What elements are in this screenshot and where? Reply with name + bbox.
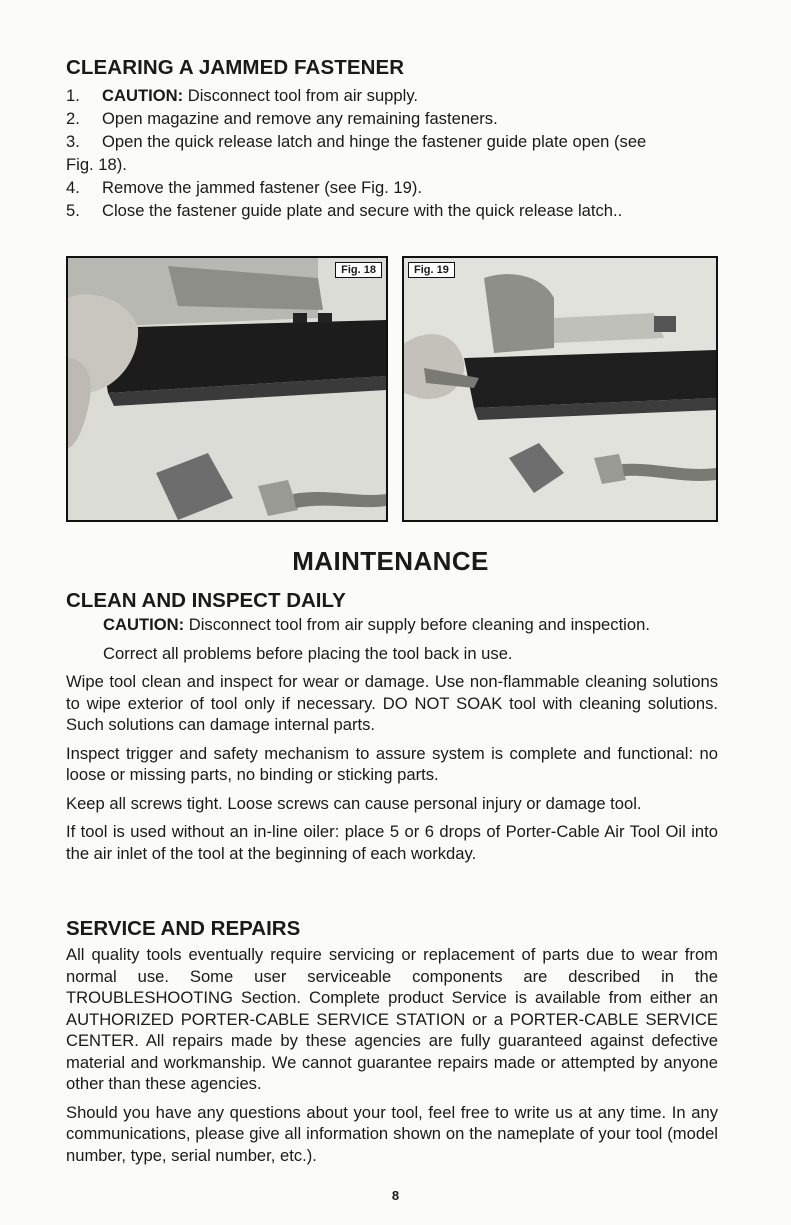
fig18-label: Fig. 18	[335, 262, 382, 278]
caution-label: CAUTION:	[103, 615, 185, 634]
service-heading: SERVICE AND REPAIRS	[66, 917, 301, 940]
clearing-steps	[66, 84, 726, 222]
step-text-continued: Fig. 18).	[66, 155, 127, 174]
step-number: 3.	[66, 132, 80, 151]
fig18-photo	[68, 258, 386, 520]
figure-19	[402, 256, 718, 522]
service-paragraph: Should you have any questions about your tool, feel free to write us at any time. In any communications, please give all information shown on the nameplate of your tool (model number, type, serial number, etc.).	[66, 1102, 718, 1165]
fig19-label: Fig. 19	[408, 262, 455, 278]
step-5	[66, 199, 726, 222]
service-body	[66, 944, 718, 1166]
step-text: Remove the jammed fastener (see Fig. 19).	[102, 178, 423, 197]
maintenance-paragraph: Keep all screws tight. Loose screws can cause personal injury or damage tool.	[66, 793, 642, 813]
step-number: 1.	[66, 86, 80, 105]
step-number: 4.	[66, 178, 80, 197]
clean-inspect-heading: CLEAN AND INSPECT DAILY	[66, 589, 346, 612]
step-2	[66, 107, 726, 130]
step-text: Open the quick release latch and hinge the fastener guide plate open (see	[102, 132, 647, 151]
correct-paragraph: Correct all problems before placing the tool back in use.	[103, 643, 513, 663]
service-paragraph: All quality tools eventually require servicing or replacement of parts due to wear from normal use. Some user serviceable components are described in the TROUBLESHOOTING Section. Complete product Service is available from either an AUTHORIZED PORTER-CABLE SERVICE STATION or a PORTER-CABLE SERVICE CENTER. All repairs made by these agencies are fully guaranteed against defective material and workmanship. We cannot guarantee repairs made or attempted by anyone other than these agencies.	[66, 945, 718, 1093]
caution-label: CAUTION:	[102, 86, 184, 105]
caution-paragraph	[66, 614, 718, 636]
step-text: Close the fastener guide plate and secure with the quick release latch..	[102, 201, 623, 220]
step-text: Disconnect tool from air supply.	[183, 86, 418, 105]
maintenance-paragraph: Inspect trigger and safety mechanism to assure system is complete and functional: no loose or missing parts, no binding or sticking parts.	[66, 743, 718, 784]
page-number: 8	[391, 1188, 400, 1203]
maintenance-paragraph: Wipe tool clean and inspect for wear or damage. Use non-flammable cleaning solutions to wipe exterior of tool only if necessary. DO NOT SOAK tool with cleaning solutions. Such solutions can damage internal parts.	[66, 672, 718, 734]
step-number: 5.	[66, 201, 80, 220]
maintenance-heading: MAINTENANCE	[292, 546, 489, 576]
step-number: 2.	[66, 109, 80, 128]
step-4	[66, 176, 726, 199]
fig19-photo	[404, 258, 716, 520]
step-3	[66, 130, 726, 176]
caution-text: Disconnect tool from air supply before cleaning and inspection.	[184, 615, 650, 634]
clearing-heading: CLEARING A JAMMED FASTENER	[66, 56, 405, 79]
maintenance-body	[66, 614, 718, 864]
maintenance-paragraph: If tool is used without an in-line oiler: place 5 or 6 drops of Porter-Cable Air Tool Oil into the air inlet of the tool at the beginning of each workday.	[66, 822, 718, 863]
figure-18	[66, 256, 388, 522]
step-1	[66, 84, 726, 107]
step-text: Open magazine and remove any remaining fasteners.	[102, 109, 498, 128]
